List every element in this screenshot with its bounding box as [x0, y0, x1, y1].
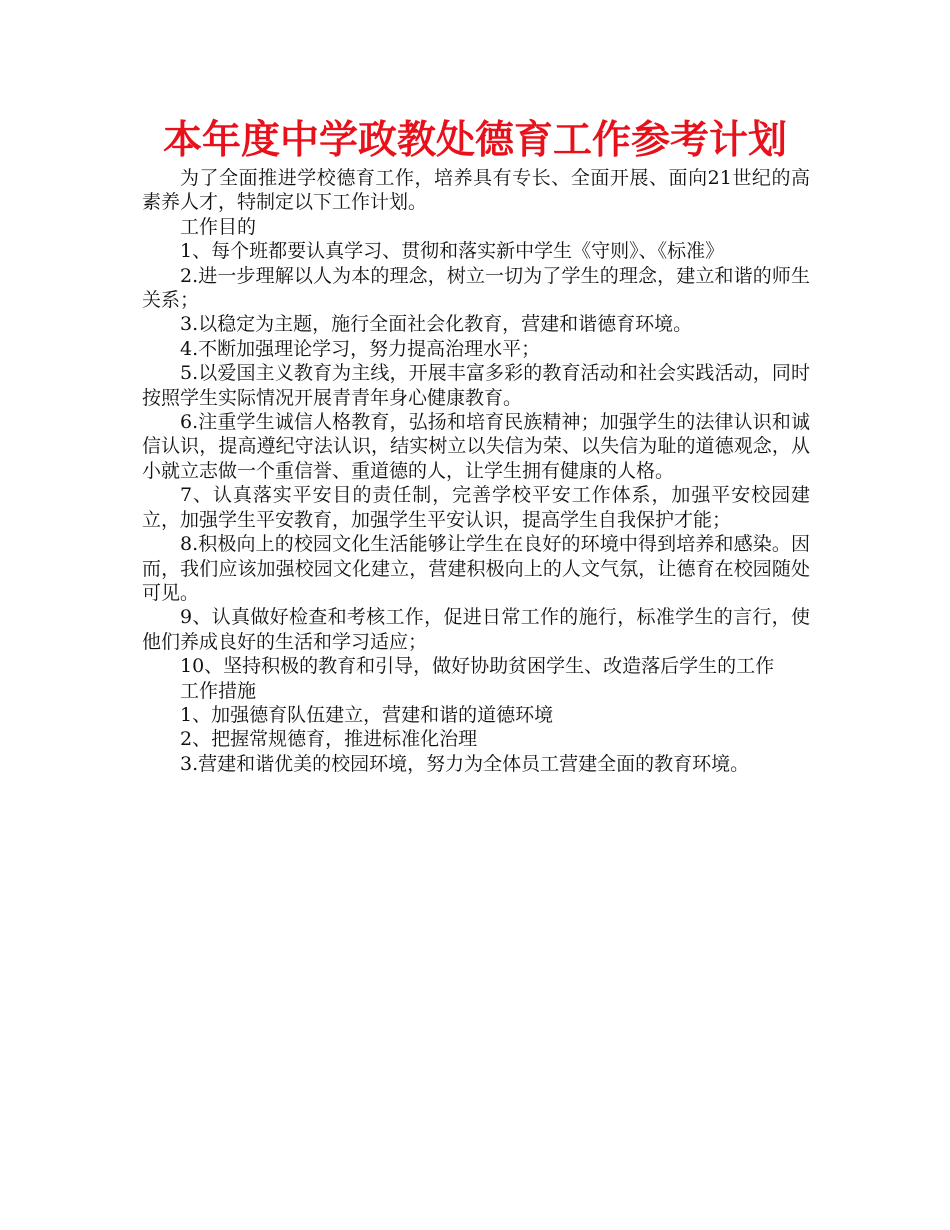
section-heading-measures: 工作措施 [180, 679, 257, 702]
document-title: 本年度中学政教处德育工作参考计划 [162, 118, 787, 163]
goal-item-3: 3.以稳定为主题，施行全面社会化教育，营建和谐德育环境。 [180, 313, 693, 336]
goal-item-8: 8.积极向上的校园文化生活能够让学生在良好的环境中得到培养和感染。因而，我们应该加强校园文化建立，营建积极向上的人文气氛，让德育在校园随处可见。 [142, 533, 810, 604]
goal-item-6: 6.注重学生诚信人格教育，弘扬和培育民族精神；加强学生的法律认识和诚信认识，提高遵纪守法认识，结实树立以失信为荣、以失信为耻的道德观念，从小就立志做一个重信誉、重道德的人，让学生拥有健康的人格。 [142, 411, 810, 482]
goal-item-9: 9、认真做好检查和考核工作，促进日常工作的施行，标准学生的言行，使他们养成良好的生活和学习适应； [142, 606, 810, 653]
measure-item-3: 3.营建和谐优美的校园环境，努力为全体员工营建全面的教育环境。 [180, 752, 750, 775]
paragraph-intro: 为了全面推进学校德育工作，培养具有专长、全面开展、面向21世纪的高素养人才，特制定以下工作计划。 [142, 167, 810, 214]
measure-item-2: 2、把握常规德育，推进标准化治理 [180, 728, 478, 751]
goal-item-2: 2.进一步理解以人为本的理念，树立一切为了学生的理念，建立和谐的师生关系； [142, 264, 810, 312]
section-heading-goals: 工作目的 [180, 215, 257, 238]
measure-item-1: 1、加强德育队伍建立，营建和谐的道德环境 [180, 703, 554, 726]
goal-item-10: 10、坚持积极的教育和引导，做好协助贫困学生、改造落后学生的工作 [180, 655, 775, 678]
goal-item-4: 4.不断加强理论学习，努力提高治理水平； [180, 337, 541, 360]
goal-item-1: 1、每个班都要认真学习、贯彻和落实新中学生《守则》、《标准》 [180, 240, 725, 263]
document-body [142, 166, 810, 776]
goal-item-7: 7、认真落实平安目的责任制，完善学校平安工作体系，加强平安校园建立，加强学生平安教育，加强学生平安认识，提高学生自我保护才能； [142, 484, 810, 531]
goal-item-5: 5.以爱国主义教育为主线，开展丰富多彩的教育活动和社会实践活动，同时按照学生实际情况开展青青年身心健康教育。 [142, 362, 810, 409]
